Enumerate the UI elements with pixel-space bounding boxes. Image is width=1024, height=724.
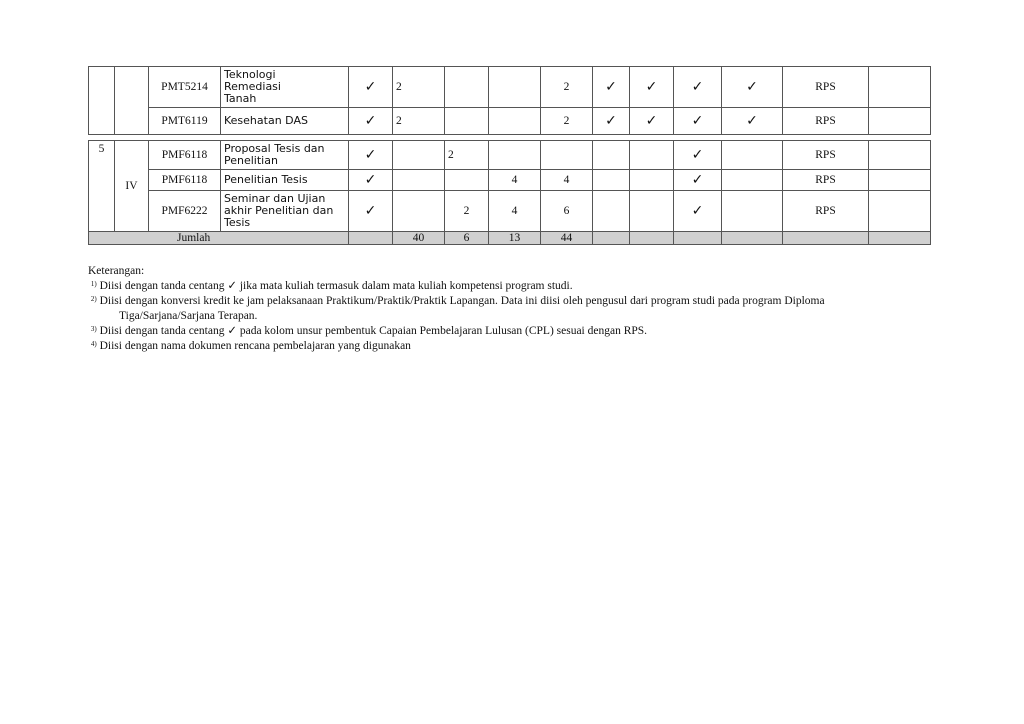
course-name: Proposal Tesis dan Penelitian [221,141,349,170]
total-credit [541,141,593,170]
note-item: $^{2)}$ Diisi dengan konversi kredit ke jam pelaksanaan Praktikum/Praktik/Praktik Lapangan. Data ini diisi oleh pengusul dari program studi pada program Diploma [90,295,825,307]
credit-cell [445,170,489,191]
sum-value: 6 [445,232,489,245]
check-mark: ✓ [630,108,674,135]
course-name: Teknologi Remediasi Tanah [221,67,349,108]
check-mark [593,191,630,232]
check-mark: ✓ [674,67,722,108]
check-mark: ✓ [674,191,722,232]
note-item: $^{3)}$ Diisi dengan tanda centang ✓ pada kolom unsur pembentuk Capaian Pembelajaran Lulusan (CPL) sesuai dengan RPS. [90,325,648,337]
check-mark [722,141,783,170]
check-mark [722,170,783,191]
table-row [89,141,931,170]
check-mark: ✓ [593,67,630,108]
credit-cell: 4 [489,191,541,232]
credit-cell: 4 [489,170,541,191]
check-mark [630,141,674,170]
sum-value: 44 [541,232,593,245]
document-type: RPS [783,191,869,232]
empty-cell [869,191,931,232]
check-mark: ✓ [349,141,393,170]
note-item: $^{4)}$ Diisi dengan nama dokumen rencana pembelajaran yang digunakan [90,340,411,352]
note-item-continuation: Tiga/Sarjana/Sarjana Terapan. [119,310,258,322]
credit-cell [445,67,489,108]
document-type: RPS [783,141,869,170]
credit-cell [489,67,541,108]
check-mark [593,170,630,191]
empty-cell [869,108,931,135]
table-row [89,191,931,232]
number-cell: 5 [89,141,115,232]
sum-value: 40 [393,232,445,245]
document-type: RPS [783,108,869,135]
check-mark: ✓ [674,141,722,170]
course-code: PMT6119 [149,108,221,135]
table-row [89,108,931,135]
credit-cell: 2 [393,108,445,135]
total-credit: 2 [541,67,593,108]
check-mark [593,141,630,170]
sum-label: Jumlah [89,232,349,245]
total-credit: 6 [541,191,593,232]
check-mark [630,191,674,232]
credit-cell [393,170,445,191]
check-mark: ✓ [630,67,674,108]
credit-cell: 2 [445,191,489,232]
sum-row [89,232,931,245]
credit-cell: 2 [445,141,489,170]
credit-cell: 2 [393,67,445,108]
empty-cell [869,170,931,191]
course-table-top [88,66,931,135]
check-mark: ✓ [593,108,630,135]
check-mark: ✓ [722,67,783,108]
course-name: Penelitian Tesis [221,170,349,191]
check-mark: ✓ [674,108,722,135]
credit-cell [393,141,445,170]
course-code: PMF6118 [149,170,221,191]
check-mark: ✓ [349,170,393,191]
check-mark: ✓ [349,108,393,135]
course-name: Seminar dan Ujian akhir Penelitian dan Tesis [221,191,349,232]
course-name: Kesehatan DAS [221,108,349,135]
empty-cell [869,67,931,108]
credit-cell [489,141,541,170]
notes-section [88,264,908,354]
course-code: PMF6222 [149,191,221,232]
course-code: PMF6118 [149,141,221,170]
document-type: RPS [783,170,869,191]
check-mark: ✓ [349,191,393,232]
total-credit: 2 [541,108,593,135]
notes-heading: Keterangan: [88,265,145,277]
number-cell [89,67,115,135]
check-mark: ✓ [674,170,722,191]
check-mark [630,170,674,191]
empty-cell [869,141,931,170]
note-item: $^{1)}$ Diisi dengan tanda centang ✓ jika mata kuliah termasuk dalam mata kuliah kompetensi program studi. [90,280,573,292]
course-table-bottom [88,140,931,245]
table-row [89,67,931,108]
check-mark: ✓ [722,108,783,135]
document-type: RPS [783,67,869,108]
course-code: PMT5214 [149,67,221,108]
check-mark [722,191,783,232]
credit-cell [489,108,541,135]
total-credit: 4 [541,170,593,191]
credit-cell [393,191,445,232]
credit-cell [445,108,489,135]
semester-cell [115,67,149,135]
semester-cell: IV [115,141,149,232]
table-row [89,170,931,191]
sum-value: 13 [489,232,541,245]
check-mark: ✓ [349,67,393,108]
